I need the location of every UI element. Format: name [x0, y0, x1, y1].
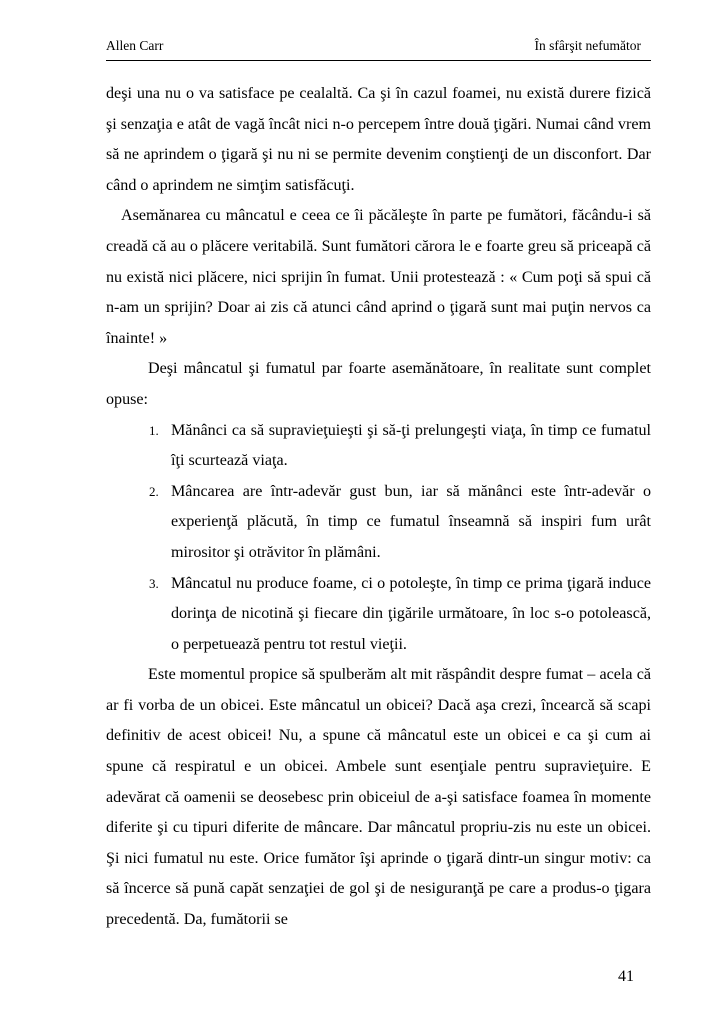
paragraph-opposites-intro: Deşi mâncatul şi fumatul par foarte asemănătoare, în realitate sunt complet opuse: — [106, 360, 651, 408]
list-item — [106, 416, 651, 477]
list-item-text: Mâncarea are într-adevăr gust bun, iar să mănânci este într-adevăr o experienţă plăcută, în timp ce fumatul înseamnă să inspiri fum urât mirositor şi otrăvitor în plămâni. — [171, 482, 651, 561]
list-item-number: 2. — [149, 483, 159, 499]
header-book-title: În sfârşit nefumător — [534, 38, 641, 53]
paragraph-similarity: Asemănarea cu mâncatul e ceea ce îi păcăleşte în parte pe fumători, făcându-i să creadă că au o plăcere veritabilă. Sunt fumători cărora le e foarte greu să priceapă că nu există nici plăcere, nici sprijin în fumat. Unii protestează : « Cum poţi să spui că n-am un sprijin? Doar ai zis că atunci când aprind o ţigară sunt mai puţin nervos ca înainte! » — [106, 207, 651, 347]
list-item-number: 3. — [149, 575, 159, 591]
paragraph-habit-myth: Este momentul propice să spulberăm alt mit răspândit despre fumat – acela că ar fi vorba de un obicei. Este mâncatul un obicei? Dacă aşa crezi, încearcă să scapi definitiv de acest obicei! Nu, a spune că mâncatul este un obicei e ca şi cum ai spune că respiratul e un obicei. Ambele sunt esenţiale pentru supravieţuire. E adevărat că oamenii se deosebesc prin obiceiul de a-şi satisface foamea în momente diferite şi cu tipuri diferite de mâncare. Dar mâncatul propriu-zis nu este un obicei. Şi nici fumatul nu este. Orice fumător îşi aprinde o ţigară dintr-un singur motiv: ca să încerce să pună capăt senzaţiei de gol şi de nesiguranţă pe care a produs-o ţigara precedentă. Da, fumătorii se — [106, 666, 651, 929]
list-item — [106, 477, 651, 569]
paragraph-continuation: deşi una nu o va satisface pe cealaltă. Ca şi în cazul foamei, nu există durere fizică şi senzaţia e atât de vagă încât nici n-o percepem între două ţigări. Numai când vrem să ne aprindem o ţigară şi nu ni se permite devenim conştienţi de un disconfort. Dar când o aprindem ne simţim satisfăcuţi. — [106, 85, 651, 194]
numbered-list — [106, 416, 651, 661]
list-item — [106, 569, 651, 661]
header-author: Allen Carr — [106, 38, 164, 53]
list-item-number: 1. — [149, 422, 159, 438]
page-number: 41 — [618, 968, 634, 985]
list-item-text: Mănânci ca să supravieţuieşti şi să-ţi prelungeşti viaţa, în timp ce fumatul îţi scurtează viaţa. — [171, 421, 651, 470]
header-divider — [106, 60, 651, 61]
page-body — [106, 79, 651, 936]
list-item-text: Mâncatul nu produce foame, ci o potoleşte, în timp ce prima ţigară induce dorinţa de nicotină şi fiecare din ţigările următoare, în loc s-o potolească, o perpetuează pentru tot restul vieţii. — [171, 574, 651, 653]
running-header — [106, 38, 649, 58]
